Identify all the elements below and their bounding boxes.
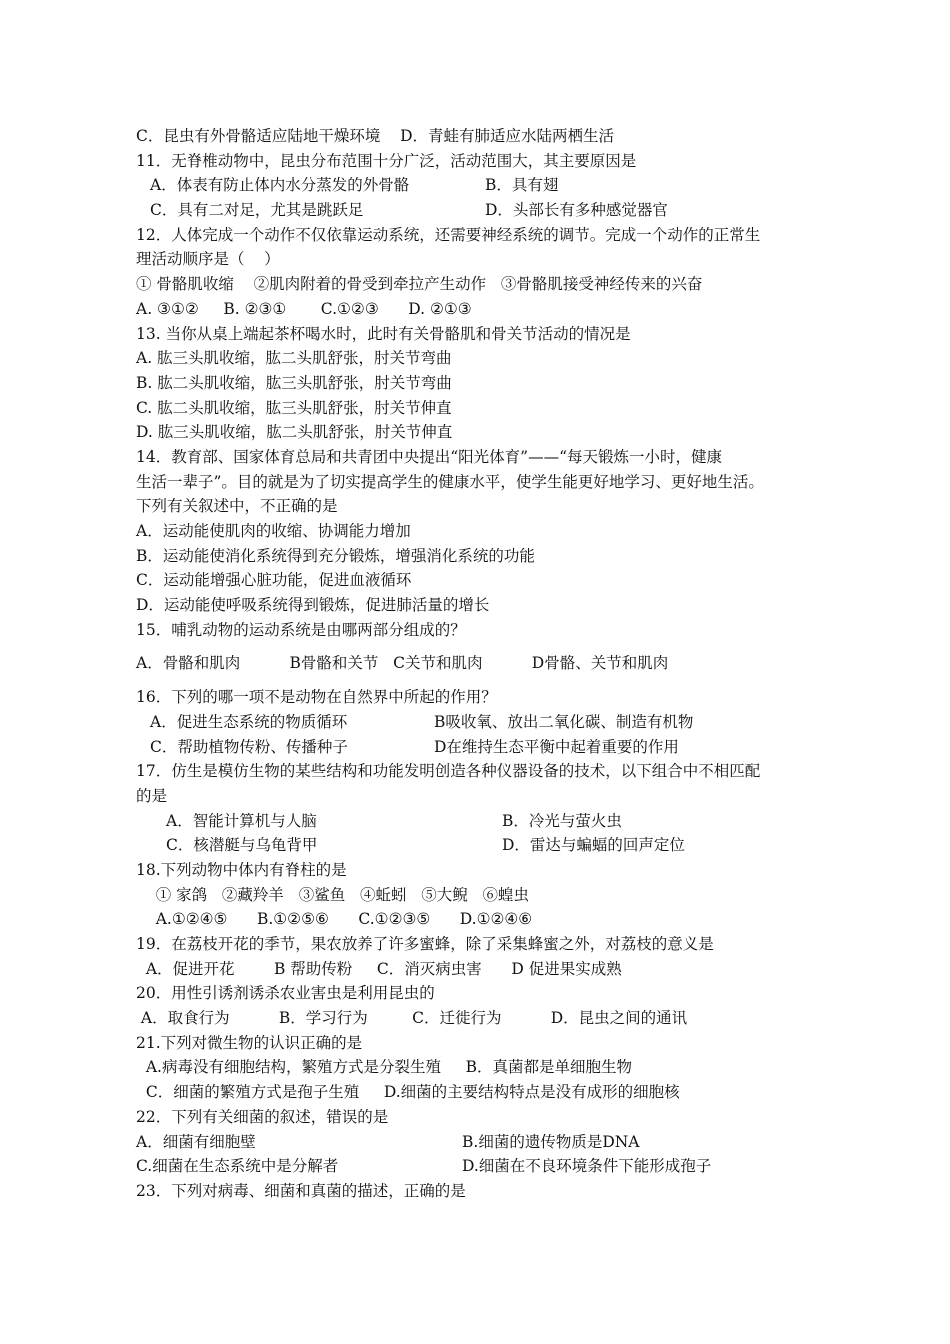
q12-stem: 12．人体完成一个动作不仅依靠运动系统，还需要神经系统的调节。完成一个动作的正常生 xyxy=(136,225,761,244)
q16-options-ab xyxy=(136,710,826,735)
q22-options-cd xyxy=(136,1154,826,1179)
q14-option-b: B．运动能使消化系统得到充分锻炼，增强消化系统的功能 xyxy=(136,546,535,565)
q17-options-ab xyxy=(136,809,826,834)
q22-option-b: B.细菌的遗传物质是DNA xyxy=(462,1132,640,1151)
q14-stem-cont: 生活一辈子”。目的就是为了切实提高学生的健康水平，使学生能更好地学习、更好地生活。 xyxy=(136,472,764,491)
q19-stem: 19．在荔枝开花的季节，果农放养了许多蜜蜂，除了采集蜂蜜之外，对荔枝的意义是 xyxy=(136,935,714,953)
question-text xyxy=(136,124,826,1204)
q11-option-a: A．体表有防止体内水分蒸发的外骨骼 xyxy=(150,176,410,195)
q12-options: A. ③①② B. ②③① C.①②③ D. ②①③ xyxy=(136,299,472,318)
q13-option-b: B. 肱二头肌收缩，肱三头肌舒张，肘关节弯曲 xyxy=(136,373,452,392)
q14-option-c: C．运动能增强心脏功能，促进血液循环 xyxy=(136,571,412,590)
q13-stem: 13. 当你从桌上端起茶杯喝水时，此时有关骨骼肌和骨关节活动的情况是 xyxy=(136,324,631,343)
q22-options-ab xyxy=(136,1130,826,1155)
q13-option-a: A. 肱三头肌收缩，肱二头肌舒张，肘关节弯曲 xyxy=(136,349,452,368)
q11-options-cd xyxy=(136,198,826,223)
q16-option-b: B吸收氧、放出二氧化碳、制造有机物 xyxy=(434,712,694,731)
q11-option-b: B．具有翅 xyxy=(485,176,559,195)
q21-options-ab: A.病毒没有细胞结构，繁殖方式是分裂生殖 B．真菌都是单细胞生物 xyxy=(136,1058,633,1077)
q18-stem: 18.下列动物中体内有脊柱的是 xyxy=(136,860,347,879)
q16-option-c: C．帮助植物传粉、传播种子 xyxy=(150,737,348,756)
q18-options: A.①②④⑤ B.①②⑤⑥ C.①②③⑤ D.①②④⑥ xyxy=(136,910,533,929)
q17-stem: 17．仿生是模仿生物的某些结构和功能发明创造各种仪器设备的技术，以下组合中不相匹配 xyxy=(136,762,761,781)
q17-stem-cont: 的是 xyxy=(136,786,168,805)
q16-option-d: D在维持生态平衡中起着重要的作用 xyxy=(434,737,679,756)
q22-option-c: C.细菌在生态系统中是分解者 xyxy=(136,1157,339,1176)
q22-stem: 22．下列有关细菌的叙述，错误的是 xyxy=(136,1107,389,1126)
q23-stem: 23．下列对病毒、细菌和真菌的描述，正确的是 xyxy=(136,1181,466,1200)
q16-stem: 16．下列的哪一项不是动物在自然界中所起的作用？ xyxy=(136,688,497,707)
q14-stem: 14．教育部、国家体育总局和共青团中央提出“阳光体育”——“每天锻炼一小时，健康 xyxy=(136,447,722,466)
q22-option-d: D.细菌在不良环境条件下能形成孢子 xyxy=(462,1157,712,1176)
q21-options-cd: C．细菌的繁殖方式是孢子生殖 D.细菌的主要结构特点是没有成形的细胞核 xyxy=(136,1083,680,1102)
q16-option-a: A．促进生态系统的物质循环 xyxy=(150,712,348,731)
q10-option-cd: C．昆虫有外骨骼适应陆地干燥环境 D．青蛙有肺适应水陆两栖生活 xyxy=(136,127,614,145)
q14-stem-cont2: 下列有关叙述中，不正确的是 xyxy=(136,497,338,516)
q14-option-d: D．运动能使呼吸系统得到锻炼，促进肺活量的增长 xyxy=(136,596,490,615)
q22-option-a: A．细菌有细胞壁 xyxy=(136,1132,256,1151)
q12-steps: ① 骨骼肌收缩 ②肌肉附着的骨受到牵拉产生动作 ③骨骼肌接受神经传来的兴奋 xyxy=(136,275,703,294)
q19-options: A．促进开花 B 帮助传粉 C．消灭病虫害 D 促进果实成熟 xyxy=(136,959,622,978)
q11-options-ab xyxy=(136,173,826,198)
q17-option-b: B．冷光与萤火虫 xyxy=(502,811,622,830)
q17-option-c: C．核潜艇与乌龟背甲 xyxy=(166,836,318,855)
q18-animals: ① 家鸽 ②藏羚羊 ③鲨鱼 ④蚯蚓 ⑤大鲵 ⑥蝗虫 xyxy=(136,885,530,904)
q11-stem: 11．无脊椎动物中，昆虫分布范围十分广泛，活动范围大，其主要原因是 xyxy=(136,151,637,170)
q16-options-cd xyxy=(136,735,826,760)
q20-stem: 20．用性引诱剂诱杀农业害虫是利用昆虫的 xyxy=(136,984,435,1003)
q17-option-d: D．雷达与蝙蝠的回声定位 xyxy=(502,836,685,855)
q13-option-d: D. 肱三头肌收缩，肱二头肌舒张，肘关节伸直 xyxy=(136,423,453,442)
q13-option-c: C. 肱二头肌收缩，肱三头肌舒张，肘关节伸直 xyxy=(136,398,452,417)
q20-options: A．取食行为 B．学习行为 C．迁徙行为 D．昆虫之间的通讯 xyxy=(136,1009,688,1028)
q15-stem: 15．哺乳动物的运动系统是由哪两部分组成的？ xyxy=(136,620,466,639)
q21-stem: 21.下列对微生物的认识正确的是 xyxy=(136,1033,363,1052)
q11-option-c: C．具有二对足，尤其是跳跃足 xyxy=(150,201,364,220)
q11-option-d: D．头部长有多种感觉器官 xyxy=(485,201,668,220)
q15-options: A．骨骼和肌肉 B骨骼和关节 C关节和肌肉 D骨骼、关节和肌肉 xyxy=(136,654,669,673)
q17-options-cd xyxy=(136,833,826,858)
q12-stem-cont: 理活动顺序是（ ） xyxy=(136,250,280,269)
q17-option-a: A．智能计算机与人脑 xyxy=(166,811,317,830)
q14-option-a: A．运动能使肌肉的收缩、协调能力增加 xyxy=(136,522,411,540)
